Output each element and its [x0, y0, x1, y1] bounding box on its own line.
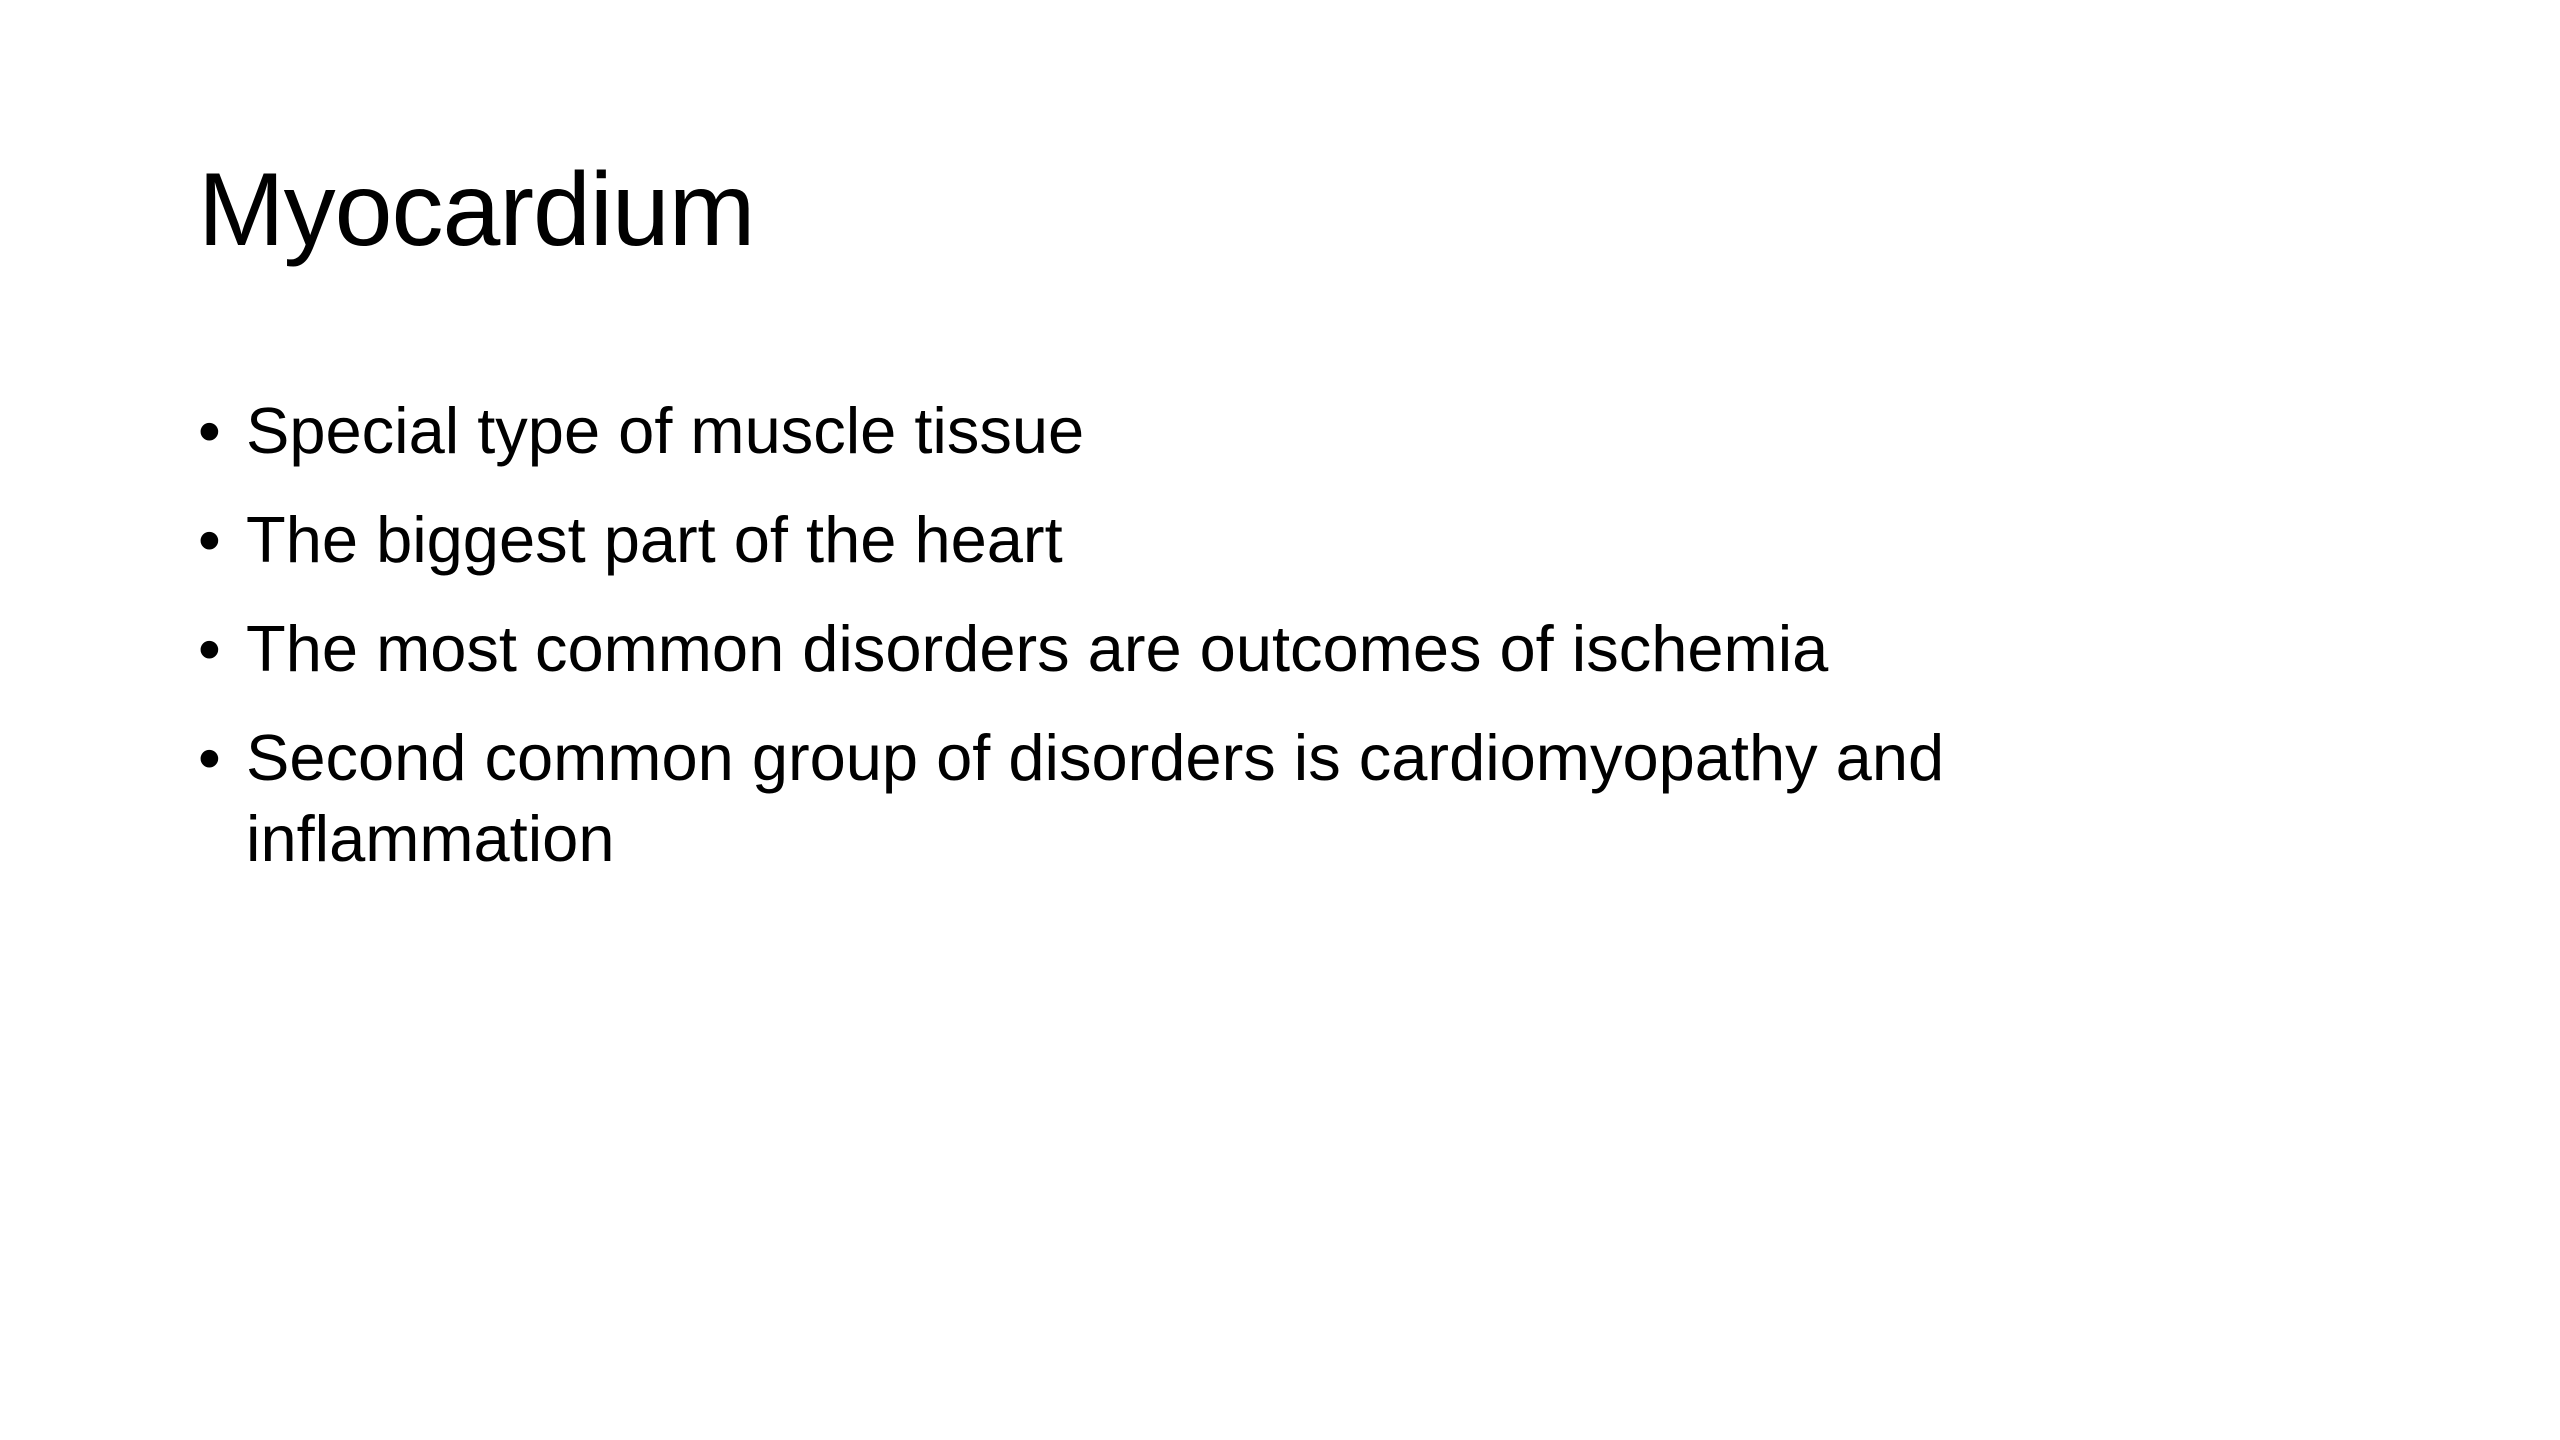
bullet-text: The most common disorders are outcomes of ischemia: [246, 612, 1829, 685]
bullet-text: The biggest part of the heart: [246, 503, 1063, 576]
bullet-marker: •: [198, 394, 221, 467]
bullet-item: [198, 390, 2098, 471]
bullet-list: [198, 390, 2098, 907]
slide-title: Myocardium: [198, 152, 755, 268]
bullet-item: [198, 717, 2098, 879]
bullet-marker: •: [198, 612, 221, 685]
bullet-marker: •: [198, 721, 221, 794]
bullet-item: [198, 499, 2098, 580]
bullet-text: Special type of muscle tissue: [246, 394, 1085, 467]
bullet-text: Second common group of disorders is cardiomyopathy and inflammation: [246, 721, 1945, 875]
bullet-item: [198, 608, 2098, 689]
bullet-marker: •: [198, 503, 221, 576]
